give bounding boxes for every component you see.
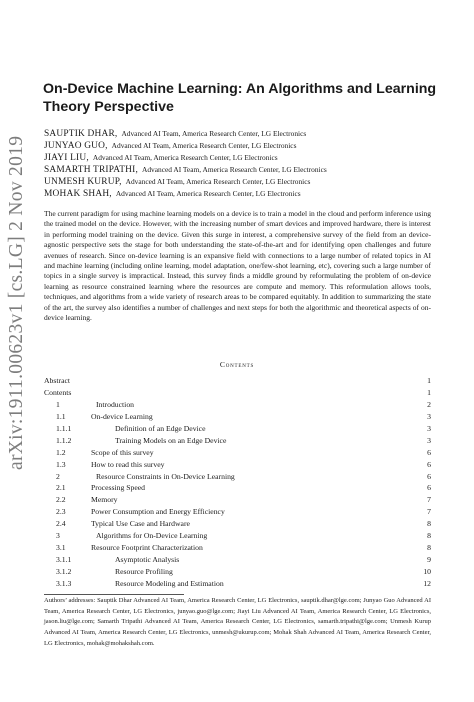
author-affiliation: Advanced AI Team, America Research Center, LG Electronics — [121, 129, 307, 138]
toc-entry-page: 2 — [427, 399, 431, 409]
toc-entry-page: 8 — [427, 531, 431, 541]
toc-entry-page: 6 — [427, 471, 431, 481]
toc-entry-number: 1.2 — [56, 447, 66, 457]
toc-entry-number: 1.1 — [56, 411, 66, 421]
toc-entry-title: Asymptotic Analysis — [115, 555, 180, 565]
paper-title: On-Device Machine Learning: An Algorithms and Learning Theory Perspective — [43, 81, 437, 115]
author-row — [44, 150, 444, 162]
author-row — [44, 162, 444, 174]
toc-entry[interactable] — [44, 542, 431, 554]
toc-entry-page: 7 — [427, 495, 431, 505]
toc-entry-number: 3.1.3 — [56, 578, 72, 588]
toc-entry-page: 6 — [427, 459, 431, 469]
toc-entry-page: 9 — [427, 555, 431, 565]
author-row — [44, 126, 444, 138]
footnote-divider — [44, 594, 184, 595]
toc-entry-number: 2 — [56, 471, 60, 481]
author-affiliation: Advanced AI Team, America Research Center, LG Electronics — [142, 165, 327, 174]
toc-entry-page: 1 — [427, 387, 431, 397]
author-affiliation: Advanced AI Team, America Research Center, LG Electronics — [92, 153, 278, 162]
abstract-text: The current paradigm for using machine learning models on a device is to train a model in the cloud and perform inference using the trained model on the device. However, with the increasing number of smart devices and improved hardware, there is interest in performing model training on the device. Given this surge in interest, a comprehensive survey of the field from an device-agnostic perspective sets the stage for both understanding the state-of-the-art and for identifying open challenges and future avenues of research. Since on-device learning is an expansive field with connections to a large number of related topics in AI and machine learning (including online learning, model adaptation, one/few-shot learning, etc), covering such a large number of topics in a single survey is impractical. Instead, this survey finds a middle ground by reformulating the problem of on-device learning as resource constrained learning where the resources are compute and memory. This reformulation allows tools, techniques, and algorithms from a wide variety of research areas to be compared equitably. In addition to summarizing the state of the art, the survey also identifies a number of challenges and next steps for both the algorithmic and theoretical aspects of on-device learning. — [44, 209, 431, 323]
toc-entry-page: 10 — [423, 567, 431, 576]
toc-entry[interactable] — [44, 566, 431, 578]
toc-entry-title: Resource Profiling — [115, 567, 173, 576]
toc-entry-title: Algorithms for On-Device Learning — [96, 531, 208, 541]
contents-heading: Contents — [219, 360, 255, 369]
toc-entry-page: 12 — [423, 578, 431, 588]
toc-entry-number: 1.1.2 — [56, 435, 72, 445]
toc-entry-title: Resource Constraints in On-Device Learning — [96, 471, 235, 481]
toc-entry-title: Resource Modeling and Estimation — [115, 578, 224, 588]
arxiv-stamp: arXiv:1911.00623v1 [cs.LG] 2 Nov 2019 — [6, 135, 27, 470]
toc-entry-number: 3.1 — [56, 543, 66, 553]
author-row — [44, 174, 444, 186]
toc-entry[interactable] — [44, 459, 431, 471]
toc-entry-page: 3 — [427, 435, 431, 445]
author-name: MOHAK SHAH, — [44, 189, 112, 199]
toc-entry-number: 1.3 — [56, 459, 66, 469]
toc-entry[interactable] — [44, 435, 431, 447]
toc-entry-title: Memory — [91, 495, 118, 505]
toc-entry-title: Definition of an Edge Device — [115, 423, 206, 433]
toc-entry-title: Abstract — [44, 376, 71, 385]
toc-entry[interactable] — [44, 518, 431, 530]
toc-entry-title: Scope of this survey — [91, 447, 154, 457]
toc-entry-page: 3 — [427, 423, 431, 433]
toc-entry-title: Contents — [44, 387, 72, 397]
toc-entry[interactable] — [44, 399, 431, 411]
footnote-addresses: Authors’ addresses: Sauptik Dhar Advanced AI Team, America Research Center, LG Electronics, sauptik.dhar@lge.com; Junyao Guo Advanced AI Team, America Research Center, LG Electronics, junyao.guo@lge.com; Jiayi Liu Advanced AI Team, America Research Center, LG Electronics, jason.liu@lge.com; Samarth Tripathi Advanced AI Team, America Research Center, LG Electronics, samarth.tripathi@lge.com; Unmesh Kurup Advanced AI Team, America Research Center, LG Electronics, unmesh@ukurup.com; Mohak Shah Advanced AI Team, America Research Center, LG Electronics, mohak@mohakshah.com. — [44, 597, 431, 647]
table-of-contents — [44, 375, 431, 590]
author-affiliation: Advanced AI Team, America Research Center, LG Electronics — [115, 189, 301, 198]
toc-entry-number: 1 — [56, 399, 60, 409]
toc-entry-page: 6 — [427, 483, 431, 493]
toc-entry[interactable] — [44, 530, 431, 542]
toc-entry[interactable] — [44, 506, 431, 518]
toc-entry-page: 7 — [427, 507, 431, 517]
toc-entry-number: 3.1.1 — [56, 555, 72, 565]
toc-entry[interactable] — [44, 578, 431, 590]
toc-entry-page: 1 — [427, 376, 431, 385]
toc-entry-title: Training Models on an Edge Device — [115, 435, 227, 445]
author-name: SAUPTIK DHAR, — [44, 129, 118, 139]
toc-entry[interactable] — [44, 482, 431, 494]
toc-entry[interactable] — [44, 494, 431, 506]
toc-entry-page: 6 — [427, 447, 431, 457]
toc-entry[interactable] — [44, 387, 431, 399]
toc-entry-number: 2.3 — [56, 507, 66, 517]
toc-entry[interactable] — [44, 471, 431, 483]
author-row — [44, 138, 444, 150]
author-name: SAMARTH TRIPATHI, — [44, 165, 138, 175]
toc-entry-title: How to read this survey — [91, 459, 165, 469]
toc-entry[interactable] — [44, 375, 431, 387]
toc-entry-number: 3 — [56, 531, 60, 541]
author-name: JIAYI LIU, — [44, 153, 89, 163]
toc-entry-number: 2.4 — [56, 519, 66, 529]
toc-entry-page: 8 — [427, 543, 431, 553]
author-row — [44, 186, 444, 198]
author-affiliation: Advanced AI Team, America Research Center, LG Electronics — [125, 177, 311, 186]
toc-entry-number: 3.1.2 — [56, 567, 72, 576]
toc-entry-title: Power Consumption and Energy Efficiency — [91, 507, 225, 517]
author-name: UNMESH KURUP, — [44, 177, 122, 187]
toc-entry-title: Processing Speed — [91, 483, 146, 493]
toc-entry-number: 2.2 — [56, 495, 66, 505]
toc-entry-title: On-device Learning — [91, 411, 153, 421]
toc-entry[interactable] — [44, 411, 431, 423]
toc-entry-number: 1.1.1 — [56, 423, 72, 433]
toc-entry[interactable] — [44, 447, 431, 459]
author-list — [44, 126, 444, 198]
toc-entry[interactable] — [44, 423, 431, 435]
author-name: JUNYAO GUO, — [44, 141, 108, 151]
author-affiliation: Advanced AI Team, America Research Center, LG Electronics — [111, 141, 297, 150]
toc-entry-page: 8 — [427, 519, 431, 529]
toc-entry-number: 2.1 — [56, 483, 66, 493]
toc-entry[interactable] — [44, 554, 431, 566]
toc-entry-title: Introduction — [96, 399, 135, 409]
toc-entry-title: Resource Footprint Characterization — [91, 543, 203, 553]
toc-entry-title: Typical Use Case and Hardware — [91, 519, 190, 529]
toc-entry-page: 3 — [427, 411, 431, 421]
